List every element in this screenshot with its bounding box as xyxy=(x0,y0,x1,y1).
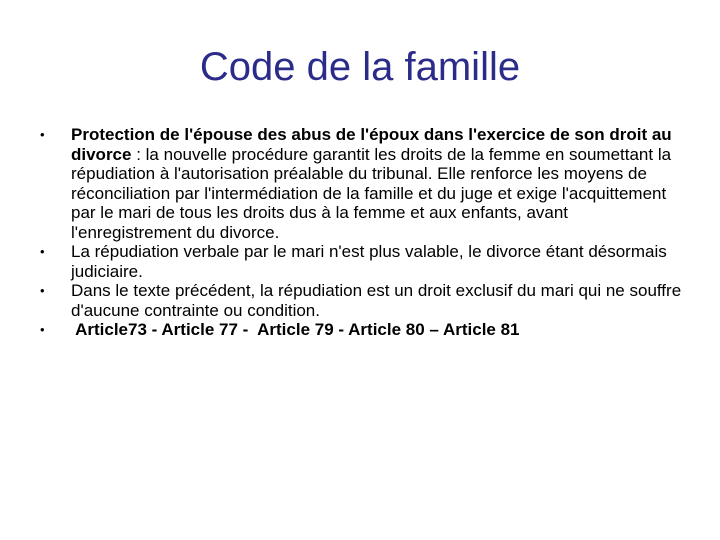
slide-title: Code de la famille xyxy=(199,45,521,89)
bullet-icon: • xyxy=(40,127,45,142)
bullet-item-articles xyxy=(40,320,690,340)
bullet-text: La répudiation verbale par le mari n'est plus valable, le divorce étant désormais judiciaire. xyxy=(71,242,667,281)
bullet-bold-text: Article73 - Article 77 - Article 79 - Article 80 – Article 81 xyxy=(71,320,520,339)
bullet-icon: • xyxy=(40,283,45,298)
bullet-icon: • xyxy=(40,322,45,337)
bullet-item-protection xyxy=(40,125,690,242)
bullet-item-previous-text xyxy=(40,281,690,320)
bullet-list xyxy=(40,125,690,340)
bullet-text: Dans le texte précédent, la répudiation est un droit exclusif du mari qui ne souffre d'aucune contrainte ou condition. xyxy=(71,281,682,320)
bullet-text: : la nouvelle procédure garantit les droits de la femme en soumettant la répudiation à l'autorisation préalable du tribunal. Elle renforce les moyens de réconciliation par l'intermédiation de la famille et du juge et exige l'acquittement par le mari de tous les droits dus à la femme et aux enfants, avant l'enregistrement du divorce. xyxy=(71,144,672,242)
bullet-icon: • xyxy=(40,244,45,259)
bullet-item-verbal-repudiation xyxy=(40,242,690,281)
bullet-bold-text: Protection de l'épouse des abus de l'époux dans l'exercice de son droit au divorce xyxy=(71,125,672,164)
